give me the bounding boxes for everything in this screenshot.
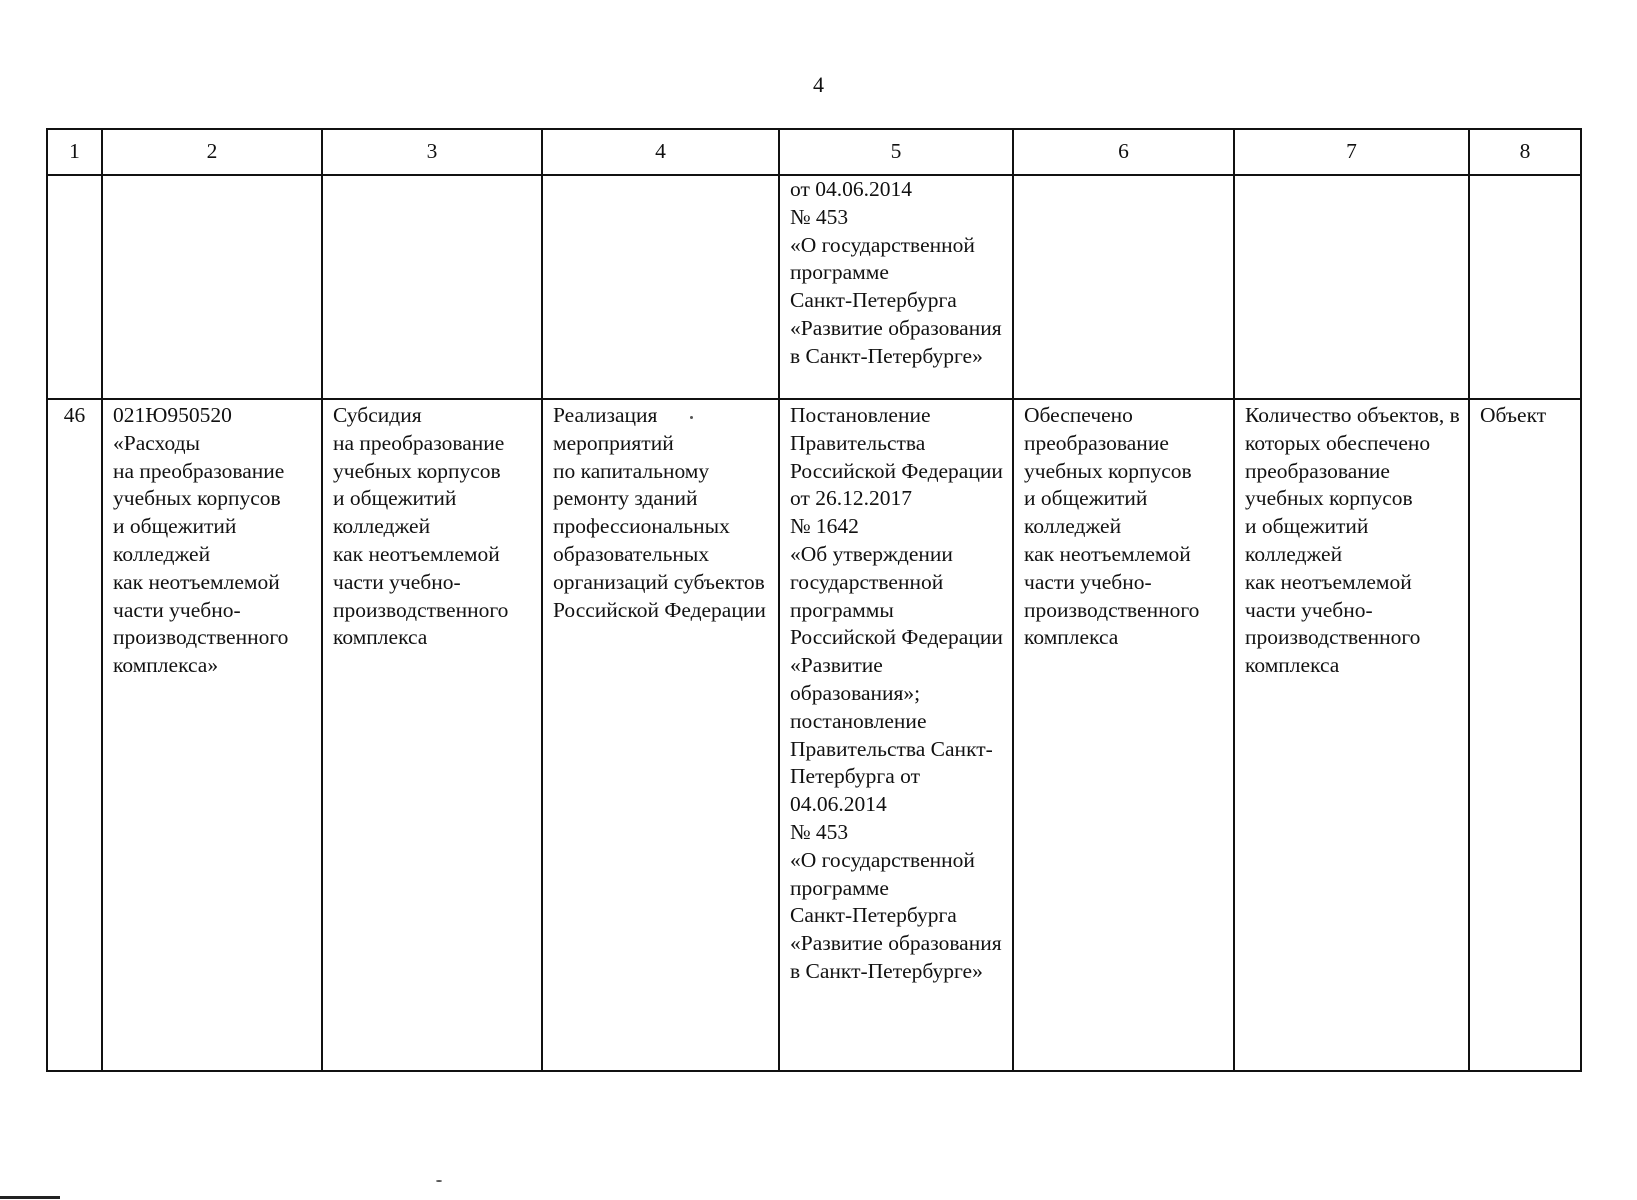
table-header-row — [47, 129, 1581, 175]
table-cell — [542, 175, 779, 399]
table-cell: 021Ю950520 «Расходы на преобразование учебных корпусов и общежитий колледжей как неотъемлемой части учебно-производственного комплекса» — [102, 399, 322, 1071]
column-header: 2 — [102, 129, 322, 175]
table-cell — [322, 175, 542, 399]
table-cell: от 04.06.2014 № 453 «О государственной программе Санкт-Петербурга «Развитие образования в Санкт-Петербурге» — [779, 175, 1013, 399]
scan-speck — [690, 416, 693, 419]
scan-speck — [436, 1180, 442, 1182]
table-cell — [1234, 175, 1469, 399]
data-table — [46, 128, 1582, 1072]
table-cell: Субсидия на преобразование учебных корпусов и общежитий колледжей как неотъемлемой части учебно-производственного комплекса — [322, 399, 542, 1071]
table-cell: Объект — [1469, 399, 1581, 1071]
column-header: 8 — [1469, 129, 1581, 175]
table-cell — [102, 175, 322, 399]
page-number: 4 — [813, 72, 824, 97]
scan-edge-mark — [0, 1196, 60, 1199]
table-row — [47, 175, 1581, 399]
table-cell: Реализация мероприятий по капитальному ремонту зданий профессиональных образовательных организаций субъектов Российской Федерации — [542, 399, 779, 1071]
table-cell: Обеспечено преобразование учебных корпусов и общежитий колледжей как неотъемлемой части учебно-производственного комплекса — [1013, 399, 1234, 1071]
table-cell — [47, 175, 102, 399]
column-header: 6 — [1013, 129, 1234, 175]
column-header: 7 — [1234, 129, 1469, 175]
column-header: 3 — [322, 129, 542, 175]
table-cell: Количество объектов, в которых обеспечено преобразование учебных корпусов и общежитий колледжей как неотъемлемой части учебно-производственного комплекса — [1234, 399, 1469, 1071]
table-cell: Постановление Правительства Российской Федерации от 26.12.2017 № 1642 «Об утверждении государственной программы Российской Федерации «Развитие образования»; постановление Правительства Санкт-Петербурга от 04.06.2014 № 453 «О государственной программе Санкт-Петербурга «Развитие образования в Санкт-Петербурге» — [779, 399, 1013, 1071]
column-header: 1 — [47, 129, 102, 175]
table-row — [47, 399, 1581, 1071]
column-header: 5 — [779, 129, 1013, 175]
column-header: 4 — [542, 129, 779, 175]
table-cell — [1013, 175, 1234, 399]
table-cell — [1469, 175, 1581, 399]
row-number-cell: 46 — [47, 399, 102, 1071]
